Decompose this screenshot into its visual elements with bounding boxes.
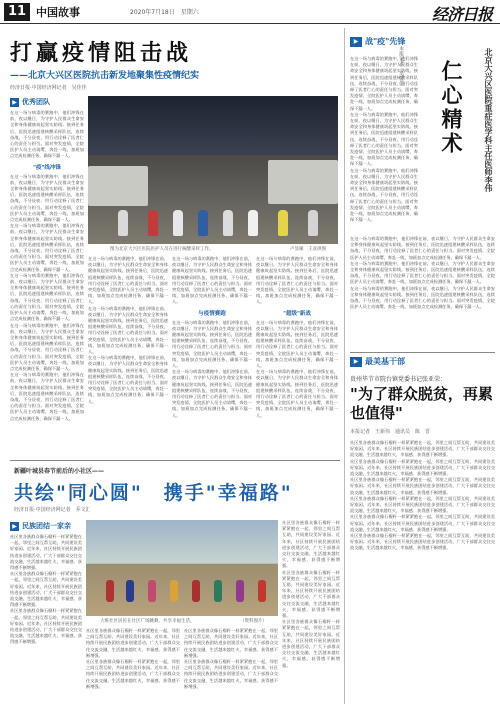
flag-icon: ▶ <box>350 37 362 47</box>
body-text: 在这一场与病毒的赛跑中，他们冲锋在前，夜以继日，为守护人民群众生命安全和身体健康筑起坚实防线。接到任务后，医院迅速组建核酸采样队伍，连续奋战，不分昼夜，用行动诠释了医者仁心的责任与担当。面对突发疫情，全院医护人员主动请缨，奔赴一线，加班加点完成检测任务，确保不漏一人。 <box>256 319 338 369</box>
photo-caption: 图为北京大兴区医院医护人员在进行核酸采样工作。 <box>110 247 214 252</box>
photo-sky <box>88 96 338 155</box>
body-text: 在这一场与病毒的赛跑中，他们冲锋在前，夜以继日，为守护人民群众生命安全和身体健康筑起坚实防线。接到任务后，医院迅速组建核酸采样队伍，连续奋战，不分昼夜，用行动诠释了医者仁心的责任与担当。面对突发疫情，全院医护人员主动请缨，奔赴一线，加班加点完成检测任务，确保不漏一人。 <box>88 256 168 305</box>
photo-credit: 卢显棣 王彦供图 <box>290 247 326 252</box>
section-title: 民族团结一家亲 <box>22 522 71 530</box>
body-text: 在这一场与病毒的赛跑中，他们冲锋在前，夜以继日，为守护人民群众生命安全和身体健康筑起坚实防线。接到任务后，医院迅速组建核酸采样队伍，连续奋战，不分昼夜，用行动诠释了医者仁心的责任与担当。面对突发疫情，全院医护人员主动请缨，奔赴一线，加班加点完成检测任务，确保不漏一人。 <box>10 322 84 371</box>
sub-heading: "疫"线冲锋 <box>33 164 61 171</box>
right-headline-2: "为了群众脱贫，再累也值得" <box>350 385 493 422</box>
right-tag-label: 战"疫"先锋 <box>365 37 406 46</box>
right-column-b <box>350 236 495 351</box>
body-text: 在这一场与病毒的赛跑中，他们冲锋在前，夜以继日，为守护人民群众生命安全和身体健康筑起坚实防线。接到任务后，医院迅速组建核酸采样队伍，连续奋战，不分昼夜，用行动诠释了医者仁心的责任与担当。面对突发疫情，全院医护人员主动请缨，奔赴一线，加班加点完成检测任务，确保不漏一人。 <box>350 236 495 260</box>
body-text: 社区里各族群众像石榴籽一样紧紧抱在一起，邻里之间互帮互助，共同建设美好家园。近年来，社区持续开展民族团结进步创建活动，广大干部群众交往交流交融，生活越来越红火，幸福感、获得感不断增强。 <box>350 458 495 477</box>
photo-person <box>126 580 134 602</box>
photo-tent <box>268 160 338 204</box>
body-text: 在这一场与病毒的赛跑中，他们冲锋在前，夜以继日，为守护人民群众生命安全和身体健康筑起坚实防线。接到任务后，医院迅速组建核酸采样队伍，连续奋战，不分昼夜，用行动诠释了医者仁心的责任与担当。面对突发疫情，全院医护人员主动请缨，奔赴一线，加班加点完成检测任务，确保不漏一人。 <box>10 372 84 421</box>
flag-icon: ▶ <box>10 98 19 107</box>
column-divider <box>344 28 345 704</box>
section-title: 优秀团队 <box>22 98 50 106</box>
body-text: 社区里各族群众像石榴籽一样紧紧抱在一起，邻里之间互帮互助，共同建设美好家园。近年来，社区持续开展民族团结进步创建活动，广大干部群众交往交流交融，生活越来越红火，幸福感、获得感不断增强。 <box>86 659 180 689</box>
masthead <box>0 0 500 24</box>
feature-title: 共绘"同心圆" 携手"幸福路" <box>14 482 293 504</box>
body-text: 在这一场与病毒的赛跑中，他们冲锋在前，夜以继日，为守护人民群众生命安全和身体健康筑起坚实防线。接到任务后，医院迅速组建核酸采样队伍，连续奋战，不分昼夜，用行动诠释了医者仁心的责任与担当。面对突发疫情，全院医护人员主动请缨，奔赴一线，加班加点完成检测任务，确保不漏一人。 <box>350 167 418 223</box>
body-text: 在这一场与病毒的赛跑中，他们冲锋在前，夜以继日，为守护人民群众生命安全和身体健康筑起坚实防线。接到任务后，医院迅速组建核酸采样队伍，连续奋战，不分昼夜，用行动诠释了医者仁心的责任与担当。面对突发疫情，全院医护人员主动请缨，奔赴一线，加班加点完成检测任务，确保不漏一人。 <box>256 369 338 418</box>
body-text: 社区里各族群众像石榴籽一样紧紧抱在一起，邻里之间互帮互助，共同建设美好家园。近年来，社区持续开展民族团结进步创建活动，广大干部群众交往交流交融，生活越来越红火，幸福感、获得感不断增强。 <box>86 628 180 658</box>
body-text: 社区里各族群众像石榴籽一样紧紧抱在一起，邻里之间互帮互助，共同建设美好家园。近年来，社区持续开展民族团结进步创建活动，广大干部群众交往交流交融，生活越来越红火，幸福感、获得感不断增强。 <box>184 628 278 658</box>
right-section-tag-2 <box>350 356 405 367</box>
flag-icon: ▶ <box>10 522 19 531</box>
section-heading <box>10 521 82 531</box>
photo-person <box>173 210 183 236</box>
body-text: 在这一场与病毒的赛跑中，他们冲锋在前，夜以继日，为守护人民群众生命安全和身体健康筑起坚实防线。接到任务后，医院迅速组建核酸采样队伍，连续奋战，不分昼夜，用行动诠释了医者仁心的责任与担当。面对突发疫情，全院医护人员主动请缨，奔赴一线，加班加点完成检测任务，确保不漏一人。 <box>172 256 252 305</box>
sub-heading: 与疫情赛跑 <box>198 310 226 317</box>
divider <box>10 460 340 461</box>
right-column-c <box>350 440 495 704</box>
body-text: 社区里各族群众像石榴籽一样紧紧抱在一起，邻里之间互帮互助，共同建设美好家园。近年来，社区持续开展民族团结进步创建活动，广大干部群众交往交流交融，生活越来越红火，幸福感、获得感不断增强。 <box>350 514 495 532</box>
photo-person <box>278 210 288 236</box>
body-text: 社区里各族群众像石榴籽一样紧紧抱在一起，邻里之间互帮互助，共同建设美好家园。近年来，社区持续开展民族团结进步创建活动，广大干部群众交往交流交融，生活越来越红火，幸福感、获得感不断增强。 <box>10 534 82 571</box>
page-number: 11 <box>4 3 30 21</box>
feature-column-4 <box>282 520 340 704</box>
body-text: 在这一场与病毒的赛跑中，他们冲锋在前，夜以继日，为守护人民群众生命安全和身体健康筑起坚实防线。接到任务后，医院迅速组建核酸采样队伍，连续奋战，不分昼夜，用行动诠释了医者仁心的责任与担当。面对突发疫情，全院医护人员主动请缨，奔赴一线，加班加点完成检测任务，确保不漏一人。 <box>10 173 84 223</box>
main-byline: 经济日报·中国经济网记者 吴佳佳 <box>10 85 87 91</box>
section-heading <box>10 97 84 107</box>
photo-person <box>308 210 318 236</box>
feature-column-1 <box>10 518 82 704</box>
main-column-2 <box>88 256 168 456</box>
feature-column-3 <box>184 628 278 704</box>
right-kicker: 贵州毕节市院台镇党委书记张亚荣： <box>350 376 447 383</box>
photo-person <box>248 210 258 236</box>
photo-person <box>236 580 244 602</box>
body-text: 在这一场与病毒的赛跑中，他们冲锋在前，夜以继日，为守护人民群众生命安全和身体健康筑起坚实防线。接到任务后，医院迅速组建核酸采样队伍，连续奋战，不分昼夜，用行动诠释了医者仁心的责任与担当。面对突发疫情，全院医护人员主动请缨，奔赴一线，加班加点完成检测任务，确保不漏一人。 <box>88 355 168 404</box>
feature-byline: 经济日报·中国经济网记者 乔文汇 <box>14 507 91 513</box>
body-text: 在这一场与病毒的赛跑中，他们冲锋在前，夜以继日，为守护人民群众生命安全和身体健康筑起坚实防线。接到任务后，医院迅速组建核酸采样队伍，连续奋战，不分昼夜，用行动诠释了医者仁心的责任与担当。面对突发疫情，全院医护人员主动请缨，奔赴一线，加班加点完成检测任务，确保不漏一人。 <box>172 369 252 418</box>
feature-column-2 <box>86 628 180 704</box>
feature-photo-caption: 大班社区居民在社区广场跳舞，共享幸福生活。 <box>100 619 195 624</box>
main-photo <box>88 96 338 244</box>
body-text: 在这一场与病毒的赛跑中，他们冲锋在前，夜以继日，为守护人民群众生命安全和身体健康筑起坚实防线。接到任务后，医院迅速组建核酸采样队伍，连续奋战，不分昼夜，用行动诠释了医者仁心的责任与担当。面对突发疫情，全院医护人员主动请缨，奔赴一线，加班加点完成检测任务，确保不漏一人。 <box>10 110 84 159</box>
flag-icon: ▶ <box>350 357 362 367</box>
feature-kicker: 新疆叶城县春节前后的小社区—— <box>14 468 105 475</box>
photo-tent <box>88 166 148 206</box>
photo-person <box>223 210 233 236</box>
body-text: 在这一场与病毒的赛跑中，他们冲锋在前，夜以继日，为守护人民群众生命安全和身体健康筑起坚实防线。接到任务后，医院迅速组建核酸采样队伍，连续奋战，不分昼夜，用行动诠释了医者仁心的责任与担当。面对突发疫情，全院医护人员主动请缨，奔赴一线，加班加点完成检测任务，确保不漏一人。 <box>350 285 495 310</box>
body-text: 在这一场与病毒的赛跑中，他们冲锋在前，夜以继日，为守护人民群众生命安全和身体健康筑起坚实防线。接到任务后，医院迅速组建核酸采样队伍，连续奋战，不分昼夜，用行动诠释了医者仁心的责任与担当。面对突发疫情，全院医护人员主动请缨，奔赴一线，加班加点完成检测任务，确保不漏一人。 <box>172 319 252 369</box>
photo-person <box>170 580 178 602</box>
photo-person <box>258 580 266 602</box>
divider <box>350 352 495 353</box>
main-column-3 <box>172 256 252 456</box>
main-column-4 <box>256 256 338 456</box>
right-headline: 仁心精术 <box>439 60 464 156</box>
body-text: 社区里各族群众像石榴籽一样紧紧抱在一起，邻里之间互帮互助，共同建设美好家园。近年来，社区持续开展民族团结进步创建活动，广大干部群众交往交流交融，生活越来越红火，幸福感、获得感不断增强。 <box>282 619 340 668</box>
main-column-1 <box>10 94 84 454</box>
right-subheadline: 北京大兴区医院重症医学科主任医师李伟 <box>484 48 493 192</box>
right-column-a <box>350 56 418 256</box>
right-byline-2: 本报记者 王新伟 通讯员 陈 晋 <box>350 429 431 435</box>
body-text: 社区里各族群众像石榴籽一样紧紧抱在一起，邻里之间互帮互助，共同建设美好家园。近年来，社区持续开展民族团结进步创建活动，广大干部群众交往交流交融，生活越来越红火，幸福感、获得感不断增强。 <box>350 533 495 551</box>
body-text: 社区里各族群众像石榴籽一样紧紧抱在一起，邻里之间互帮互助，共同建设美好家园。近年来，社区持续开展民族团结进步创建活动，广大干部群众交往交流交融，生活越来越红火，幸福感、获得感不断增强。 <box>350 477 495 495</box>
right-tag-label-2: 最美基干部 <box>365 357 405 366</box>
body-text: 社区里各族群众像石榴籽一样紧紧抱在一起，邻里之间互帮互助，共同建设美好家园。近年来，社区持续开展民族团结进步创建活动，广大干部群众交往交流交融，生活越来越红火，幸福感、获得感不断增强。 <box>350 440 495 458</box>
body-text: 在这一场与病毒的赛跑中，他们冲锋在前，夜以继日，为守护人民群众生命安全和身体健康筑起坚实防线。接到任务后，医院迅速组建核酸采样队伍，连续奋战，不分昼夜，用行动诠释了医者仁心的责任与担当。面对突发疫情，全院医护人员主动请缨，奔赴一线，加班加点完成检测任务，确保不漏一人。 <box>10 223 84 272</box>
photo-person <box>148 210 158 236</box>
right-byline: 本报记者 吴佳佳 <box>398 46 404 86</box>
photo-person <box>106 580 114 602</box>
sub-heading: "超级"新战 <box>283 310 311 317</box>
body-text: 在这一场与病毒的赛跑中，他们冲锋在前，夜以继日，为守护人民群众生命安全和身体健康筑起坚实防线。接到任务后，医院迅速组建核酸采样队伍，连续奋战，不分昼夜，用行动诠释了医者仁心的责任与担当。面对突发疫情，全院医护人员主动请缨，奔赴一线，加班加点完成检测任务，确保不漏一人。 <box>350 111 418 167</box>
body-text: 在这一场与病毒的赛跑中，他们冲锋在前，夜以继日，为守护人民群众生命安全和身体健康筑起坚实防线。接到任务后，医院迅速组建核酸采样队伍，连续奋战，不分昼夜，用行动诠释了医者仁心的责任与担当。面对突发疫情，全院医护人员主动请缨，奔赴一线，加班加点完成检测任务，确保不漏一人。 <box>10 272 84 322</box>
photo-person <box>192 580 200 602</box>
body-text: 在这一场与病毒的赛跑中，他们冲锋在前，夜以继日，为守护人民群众生命安全和身体健康筑起坚实防线。接到任务后，医院迅速组建核酸采样队伍，连续奋战，不分昼夜，用行动诠释了医者仁心的责任与担当。面对突发疫情，全院医护人员主动请缨，奔赴一线，加班加点完成检测任务，确保不漏一人。 <box>350 260 495 285</box>
main-subheadline: ——北京大兴区医院抗击新发地聚集性疫情纪实 <box>10 71 200 81</box>
body-text: 在这一场与病毒的赛跑中，他们冲锋在前，夜以继日，为守护人民群众生命安全和身体健康筑起坚实防线。接到任务后，医院迅速组建核酸采样队伍，连续奋战，不分昼夜，用行动诠释了医者仁心的责任与担当。面对突发疫情，全院医护人员主动请缨，奔赴一线，加班加点完成检测任务，确保不漏一人。 <box>350 56 418 111</box>
photo-person <box>148 580 156 602</box>
main-headline: 打赢疫情阻击战 <box>10 40 193 66</box>
photo-person <box>118 210 128 236</box>
body-text: 社区里各族群众像石榴籽一样紧紧抱在一起，邻里之间互帮互助，共同建设美好家园。近年来，社区持续开展民族团结进步创建活动，广大干部群众交往交流交融，生活越来越红火，幸福感、获得感不断增强。 <box>184 659 278 689</box>
body-text: 社区里各族群众像石榴籽一样紧紧抱在一起，邻里之间互帮互助，共同建设美好家园。近年来，社区持续开展民族团结进步创建活动，广大干部群众交往交流交融，生活越来越红火，幸福感、获得感不断增强。 <box>10 571 82 608</box>
body-text: 在这一场与病毒的赛跑中，他们冲锋在前，夜以继日，为守护人民群众生命安全和身体健康筑起坚实防线。接到任务后，医院迅速组建核酸采样队伍，连续奋战，不分昼夜，用行动诠释了医者仁心的责任与担当。面对突发疫情，全院医护人员主动请缨，奔赴一线，加班加点完成检测任务，确保不漏一人。 <box>88 305 168 355</box>
newspaper-logo: 经济日报 <box>431 5 492 24</box>
feature-photo-credit: （资料图片） <box>240 619 267 624</box>
body-text: 社区里各族群众像石榴籽一样紧紧抱在一起，邻里之间互帮互助，共同建设美好家园。近年来，社区持续开展民族团结进步创建活动，广大干部群众交往交流交融，生活越来越红火，幸福感、获得感不断增强。 <box>10 608 82 645</box>
section-name: 中国故事 <box>36 6 80 19</box>
body-text: 社区里各族群众像石榴籽一样紧紧抱在一起，邻里之间互帮互助，共同建设美好家园。近年来，社区持续开展民族团结进步创建活动，广大干部群众交往交流交融，生活越来越红火，幸福感、获得感不断增强。 <box>350 495 495 514</box>
publication-date: 2020年7月18日 星期六 <box>130 9 199 16</box>
photo-person <box>198 210 208 236</box>
body-text: 在这一场与病毒的赛跑中，他们冲锋在前，夜以继日，为守护人民群众生命安全和身体健康筑起坚实防线。接到任务后，医院迅速组建核酸采样队伍，连续奋战，不分昼夜，用行动诠释了医者仁心的责任与担当。面对突发疫情，全院医护人员主动请缨，奔赴一线，加班加点完成检测任务，确保不漏一人。 <box>256 256 338 305</box>
body-text: 社区里各族群众像石榴籽一样紧紧抱在一起，邻里之间互帮互助，共同建设美好家园。近年来，社区持续开展民族团结进步创建活动，广大干部群众交往交流交融，生活越来越红火，幸福感、获得感不断增强。 <box>282 520 340 569</box>
body-text: 社区里各族群众像石榴籽一样紧紧抱在一起，邻里之间互帮互助，共同建设美好家园。近年来，社区持续开展民族团结进步创建活动，广大干部群众交往交流交融，生活越来越红火，幸福感、获得感不断增强。 <box>282 569 340 619</box>
feature-photo <box>86 520 278 616</box>
photo-person <box>214 580 222 602</box>
